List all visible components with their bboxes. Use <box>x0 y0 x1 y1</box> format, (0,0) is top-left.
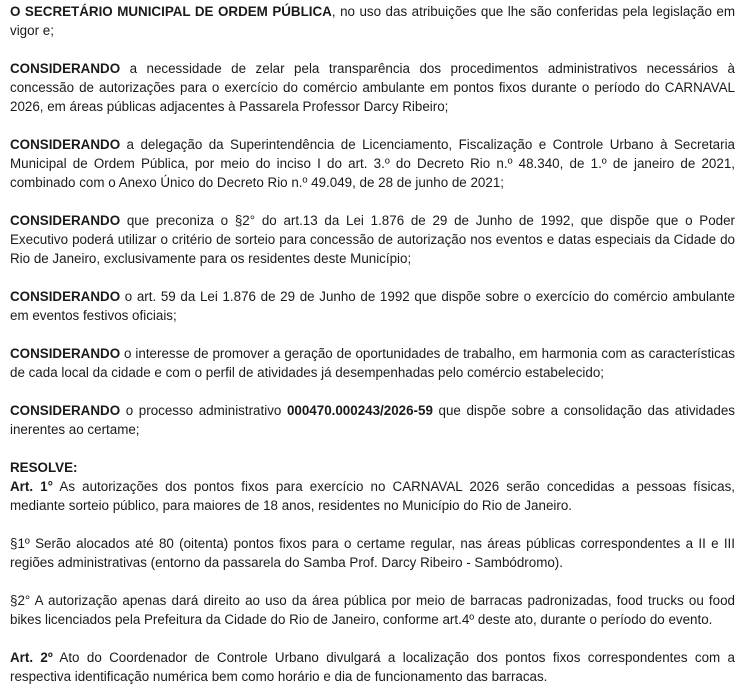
article-2-text: Ato do Coordenador de Controle Urbano divulgará a localização dos pontos fixos correspondentes com a respectiva identificação numérica bem como horário e dia de funcionamento das barracas. <box>10 650 736 684</box>
considerando-text: o interesse de promover a geração de oportunidades de trabalho, em harmonia com as características de cada local da cidade e com o perfil de atividades já desempenhadas pelo comércio estabelecido; <box>10 346 735 380</box>
paragraph-2: §2° A autorização apenas dará direito ao uso da área pública por meio de barracas padronizadas, food trucks ou food bikes licenciados pela Prefeitura da Cidade do Rio de Janeiro, conforme art.4º deste ato, durante o período do evento. <box>10 593 735 627</box>
considerando-text: a necessidade de zelar pela transparência dos procedimentos administrativos necessários à concessão de autorizações para o exercício do comércio ambulante em pontos fixos durante o período do CARNAVAL 2026, em áreas públicas adjacentes à Passarela Professor Darcy Ribeiro; <box>10 61 735 114</box>
considerando-paragraph <box>10 401 735 439</box>
considerando-paragraph <box>10 211 735 268</box>
paragraph-1: §1º Serão alocados até 80 (oitenta) pontos fixos para o certame regular, nas áreas públicas correspondentes a II e III regiões administrativas (entorno da passarela do Samba Prof. Darcy Ribeiro - Sambódromo). <box>10 536 735 570</box>
article-1-text: As autorizações dos pontos fixos para exercício no CARNAVAL 2026 serão concedidas a pessoas físicas, mediante sorteio público, para maiores de 18 anos, residentes no Município do Rio de Janeiro. <box>10 479 735 513</box>
considerando-paragraph <box>10 59 735 116</box>
article-1-paragraph <box>10 477 735 515</box>
process-number: 000470.000243/2026-59 <box>286 403 433 418</box>
considerando-text: o processo administrativo <box>120 403 287 418</box>
intro-lead: O SECRETÁRIO MUNICIPAL DE ORDEM PÚBLICA <box>10 4 332 19</box>
considerando-text: o art. 59 da Lei 1.876 de 29 de Junho de 1992 que dispõe sobre o exercício do comércio ambulante em eventos festivos oficiais; <box>10 289 735 323</box>
considerando-lead: CONSIDERANDO <box>10 137 121 152</box>
considerando-paragraph <box>10 344 735 382</box>
considerando-lead: CONSIDERANDO <box>10 213 121 228</box>
resolve-heading: RESOLVE: <box>10 460 78 475</box>
article-2-label: Art. 2º <box>10 650 53 665</box>
considerando-text: que preconiza o §2° do art.13 da Lei 1.876 de 29 de Junho de 1992, que dispõe que o Poder Executivo poderá utilizar o critério de sorteio para concessão de autorização nos eventos e datas especiais da Cidade do Rio de Janeiro, exclusivamente para os residentes deste Município; <box>10 213 735 266</box>
article-2-paragraph <box>10 648 735 686</box>
considerando-lead: CONSIDERANDO <box>10 346 121 361</box>
article-1-label: Art. 1° <box>10 479 53 494</box>
considerando-lead: CONSIDERANDO <box>10 61 121 76</box>
considerando-text-after: que dispõe sobre a consolidação das atividades inerentes ao certame; <box>10 403 735 437</box>
considerando-lead: CONSIDERANDO <box>10 403 121 418</box>
considerando-text: a delegação da Superintendência de Licenciamento, Fiscalização e Controle Urbano à Secretaria Municipal de Ordem Pública, por meio do inciso I do art. 3.º do Decreto Rio n.º 48.340, de 1.º de janeiro de 2021, combinado com o Anexo Único do Decreto Rio n.º 49.049, de 28 de junho de 2021; <box>10 137 735 190</box>
considerando-paragraph <box>10 287 735 325</box>
considerando-paragraph <box>10 135 735 192</box>
intro-text: , no uso das atribuições que lhe são conferidas pela legislação em vigor e; <box>10 4 735 38</box>
intro-paragraph <box>10 2 735 40</box>
considerando-lead: CONSIDERANDO <box>10 289 121 304</box>
